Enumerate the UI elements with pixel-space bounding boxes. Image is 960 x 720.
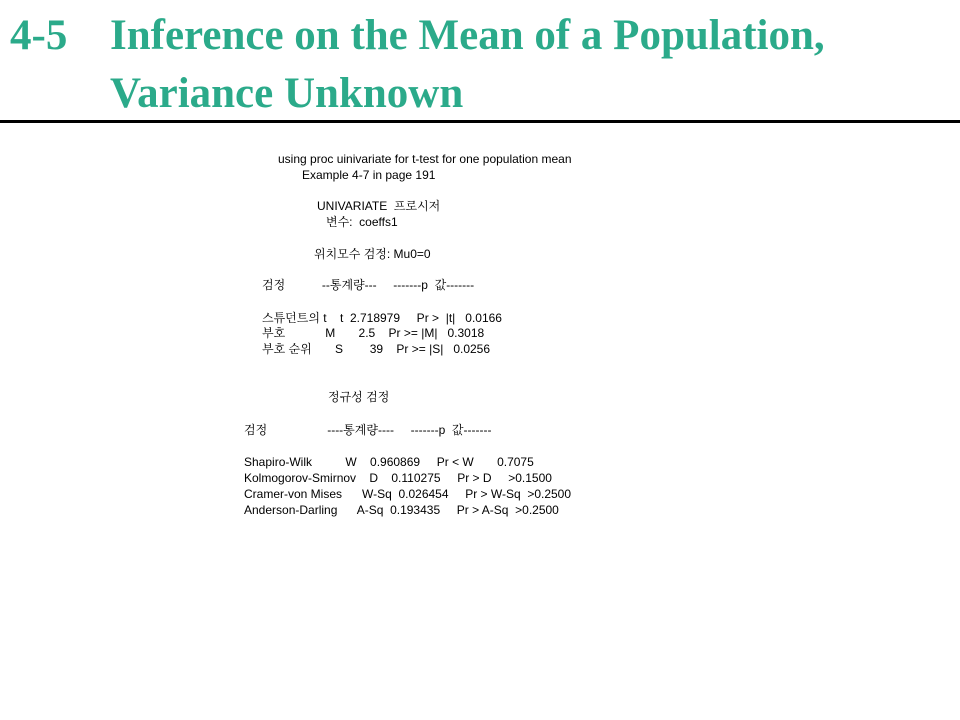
normality-test-title: 정규성 검정 [328, 390, 390, 404]
location-test-title: 위치모수 검정: Mu0=0 [314, 247, 431, 261]
output-header-1: using proc uinivariate for t-test for one population mean [278, 152, 572, 166]
location-table-header: 검정 --통계량--- -------p 값------- [262, 278, 475, 292]
section-number: 4-5 [10, 12, 68, 59]
variable-label: 변수: coeffs1 [326, 215, 398, 229]
normality-row-cramer: Cramer-von Mises W-Sq 0.026454 Pr > W-Sq >0.2500 [244, 487, 572, 501]
title-line-1: Inference on the Mean of a Population, [110, 12, 825, 59]
output-header-2: Example 4-7 in page 191 [302, 168, 436, 182]
normality-row-anderson: Anderson-Darling A-Sq 0.193435 Pr > A-Sq >0.2500 [244, 503, 559, 517]
location-row-sign: 부호 M 2.5 Pr >= |M| 0.3018 [262, 326, 485, 340]
normality-row-kolmogorov: Kolmogorov-Smirnov D 0.110275 Pr > D >0.1500 [244, 471, 552, 485]
location-row-t: 스튜던트의 t t 2.718979 Pr > |t| 0.0166 [262, 311, 502, 325]
normality-row-shapiro: Shapiro-Wilk W 0.960869 Pr < W 0.7075 [244, 455, 534, 469]
title-divider [0, 120, 960, 123]
normality-table-header: 검정 ----통계량---- -------p 값------- [244, 423, 492, 437]
procedure-name: UNIVARIATE 프로시저 [317, 199, 441, 213]
location-row-signed-rank: 부호 순위 S 39 Pr >= |S| 0.0256 [262, 342, 491, 356]
title-line-2: Variance Unknown [110, 70, 464, 117]
